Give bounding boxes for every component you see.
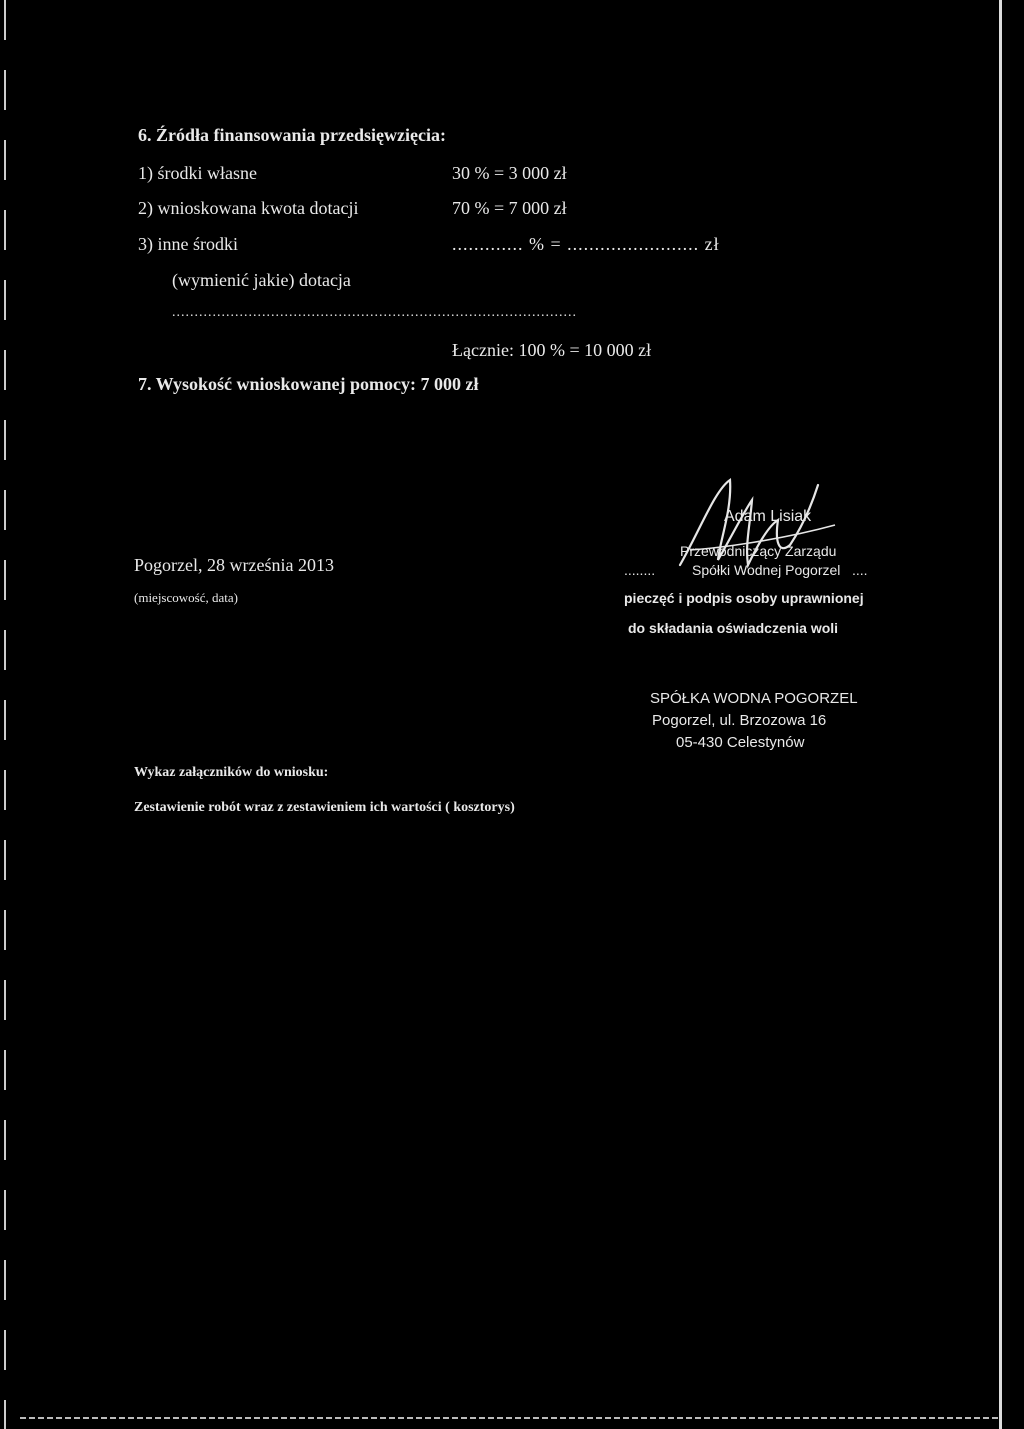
scan-edge-bottom xyxy=(20,1417,1000,1419)
signature-caption: do składania oświadczenia woli xyxy=(628,620,839,636)
signer-name: Adam Lisiak xyxy=(724,508,812,525)
funding-total: Łącznie: 100 % = 10 000 zł xyxy=(452,340,652,360)
funding-item-value: 30 % = 3 000 zł xyxy=(452,163,567,183)
dotted-line: .......................................................................................... xyxy=(172,305,577,320)
place-date-caption: (miejscowość, data) xyxy=(134,590,238,605)
attachments-title: Wykaz załączników do wniosku: xyxy=(134,765,329,780)
stamp-line: SPÓŁKA WODNA POGORZEL xyxy=(650,690,858,707)
stamp-line: 05-430 Celestynów xyxy=(676,734,805,751)
scan-edge-right xyxy=(999,0,1002,1429)
stamp-line: Pogorzel, ul. Brzozowa 16 xyxy=(652,712,827,729)
funding-item-value: 70 % = 7 000 zł xyxy=(452,198,567,218)
place-date: Pogorzel, 28 września 2013 xyxy=(134,555,334,575)
signer-organization: Spółki Wodnej Pogorzel xyxy=(692,562,841,578)
other-sources-note: (wymienić jakie) dotacja xyxy=(172,270,351,290)
signature-dots-end: .... xyxy=(852,562,868,578)
signer-role: Przewodniczący Zarządu xyxy=(680,543,837,559)
funding-item-label: 1) środki własne xyxy=(138,163,257,183)
funding-item-value: ............. % = ........................ zł xyxy=(452,234,720,254)
signature-dots: ........ xyxy=(624,562,656,578)
section6-title: 6. Źródła finansowania przedsięwzięcia: xyxy=(138,125,446,145)
attachment-item: Zestawienie robót wraz z zestawieniem ich wartości ( kosztorys) xyxy=(134,800,515,815)
scan-edge-left xyxy=(4,0,6,1429)
section7-title: 7. Wysokość wnioskowanej pomocy: 7 000 zł xyxy=(138,374,479,394)
signature-caption: pieczęć i podpis osoby uprawnionej xyxy=(624,590,864,606)
funding-item-label: 3) inne środki xyxy=(138,234,238,254)
funding-item-label: 2) wnioskowana kwota dotacji xyxy=(138,198,359,218)
